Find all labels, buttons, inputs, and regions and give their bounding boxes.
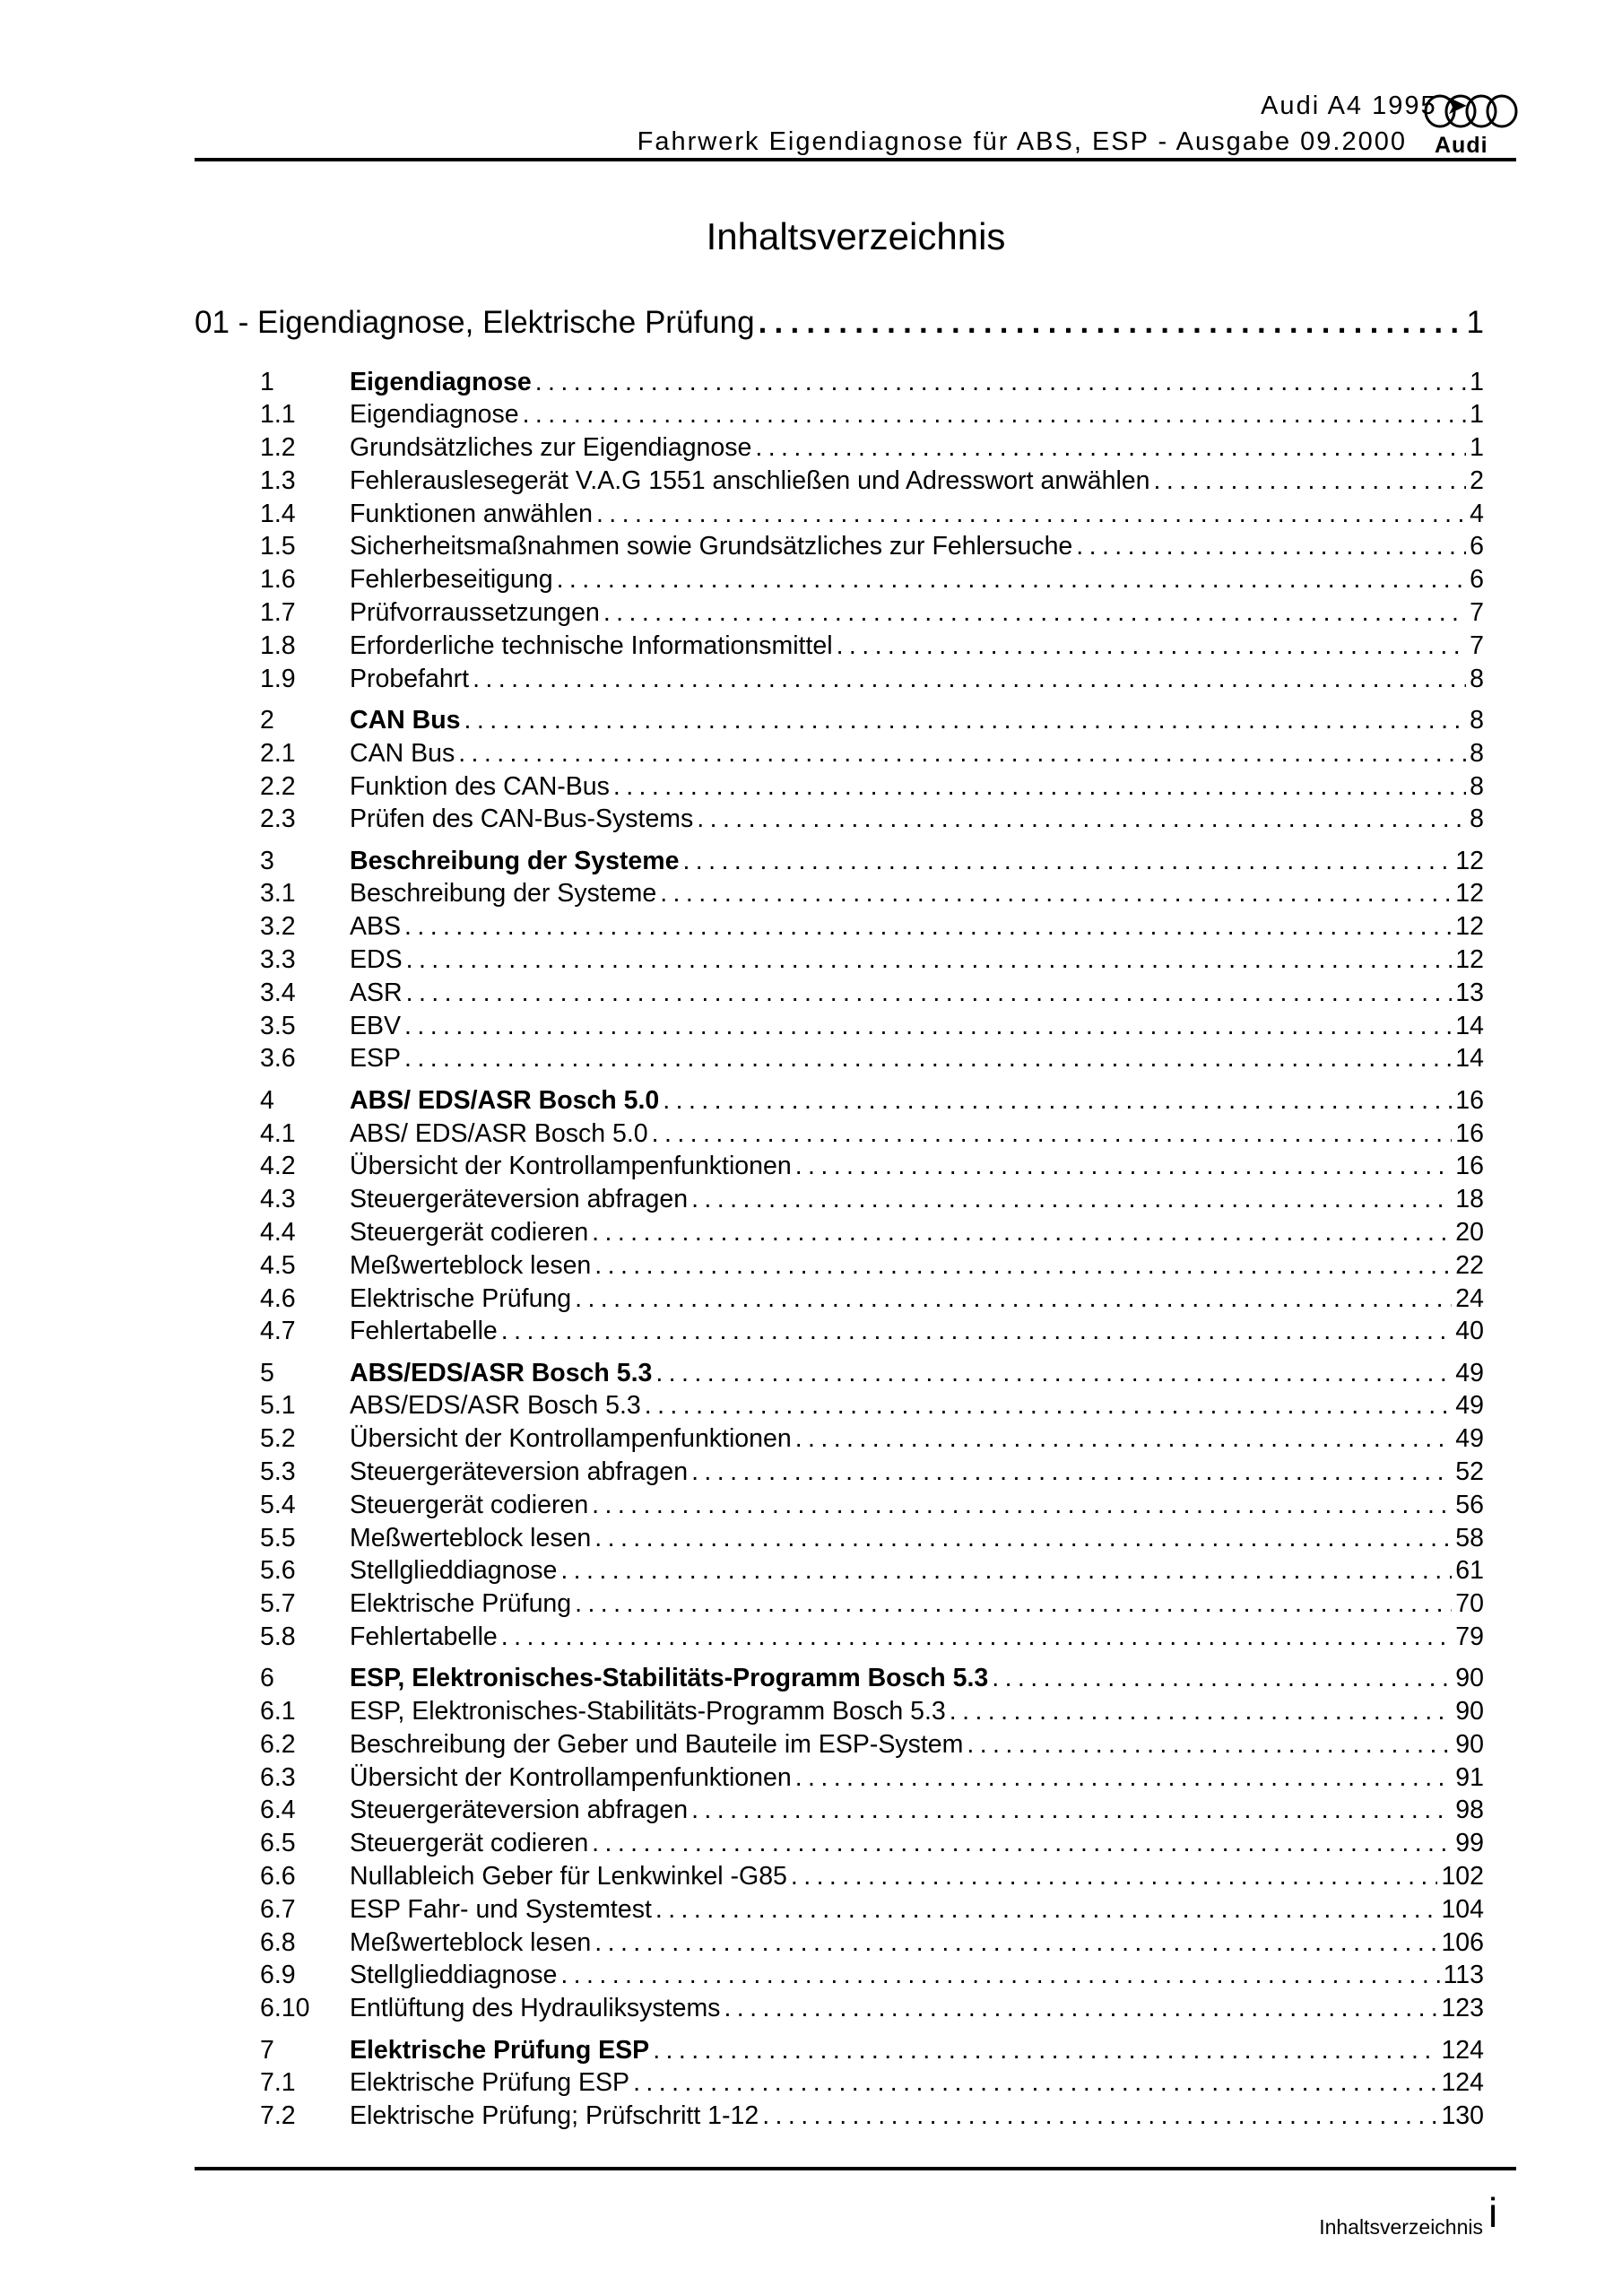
toc-entry[interactable] (195, 2068, 1484, 2101)
dot-leader (691, 1185, 1452, 1214)
entry-page: 16 (1455, 1118, 1484, 1148)
toc-entry[interactable] (195, 565, 1484, 598)
toc-section[interactable] (195, 368, 1484, 401)
entry-title: Prüfen des CAN-Bus-Systems (350, 804, 694, 834)
toc-entry[interactable] (195, 500, 1484, 533)
dot-leader (652, 1119, 1453, 1149)
toc-entry[interactable] (195, 598, 1484, 631)
entry-title: Elektrische Prüfung (350, 1283, 572, 1313)
dot-leader (523, 400, 1467, 430)
entry-number: 7 (260, 2035, 274, 2065)
entry-title: ESP Fahr- und Systemtest (350, 1894, 652, 1924)
entry-title: ESP (350, 1044, 402, 1074)
entry-title: Übersicht der Kontrollampenfunktionen (350, 1152, 792, 1181)
entry-number: 6.8 (260, 1927, 296, 1957)
entry-number: 5.4 (260, 1490, 296, 1519)
entry-page: 123 (1441, 1994, 1484, 2023)
toc-entry[interactable] (195, 1491, 1484, 1524)
dot-leader (592, 1491, 1452, 1520)
entry-page: 124 (1441, 2035, 1484, 2065)
dot-leader (837, 631, 1467, 661)
entry-title: Nullableich Geber für Lenkwinkel -G85 (350, 1862, 787, 1892)
toc-entry[interactable] (195, 879, 1484, 912)
toc-entry[interactable] (195, 433, 1484, 466)
entry-title: Fehlertabelle (350, 1317, 498, 1346)
entry-number: 5.7 (260, 1589, 296, 1619)
entry-page: 6 (1470, 565, 1484, 595)
entry-number: 6.7 (260, 1894, 296, 1924)
entry-number: 1.9 (260, 664, 296, 693)
entry-number: 4.3 (260, 1185, 296, 1214)
entry-title: Funktion des CAN-Bus (350, 771, 610, 801)
entry-page: 1 (1470, 400, 1484, 430)
entry-title: Steuergerät codieren (350, 1490, 589, 1519)
entry-number: 5.3 (260, 1457, 296, 1486)
footer-rule (195, 2167, 1516, 2170)
dot-leader (755, 433, 1466, 463)
dot-leader (557, 565, 1467, 595)
dot-leader (575, 1284, 1452, 1314)
entry-number: 5.5 (260, 1523, 296, 1552)
page-title: Inhaltsverzeichnis (706, 215, 1006, 257)
toc-entry[interactable] (195, 1589, 1484, 1622)
entry-number: 3.3 (260, 945, 296, 975)
dot-leader (992, 1664, 1452, 1693)
entry-number: 6.1 (260, 1697, 296, 1726)
toc-entry[interactable] (195, 772, 1484, 805)
entry-number: 3.2 (260, 912, 296, 942)
dot-leader (1076, 532, 1466, 561)
entry-page: 24 (1455, 1283, 1484, 1313)
entry-title: ABS/ EDS/ASR Bosch 5.0 (350, 1118, 648, 1148)
entry-page: 99 (1455, 1829, 1484, 1858)
entry-page: 124 (1441, 2068, 1484, 2098)
entry-number: 5.1 (260, 1391, 296, 1421)
entry-title: Steuergerät codieren (350, 1217, 589, 1247)
entry-title: ESP, Elektronisches-Stabilitäts-Programm Bosch 5.3 (350, 1664, 989, 1693)
toc-entry[interactable] (195, 1317, 1484, 1350)
entry-page: 2 (1470, 465, 1484, 495)
dot-leader (653, 2036, 1437, 2066)
entry-title: Stellglieddiagnose (350, 1556, 558, 1586)
dot-leader (795, 1152, 1453, 1181)
entry-title: Steuergeräteversion abfragen (350, 1185, 689, 1214)
entry-title: EBV (350, 1011, 402, 1040)
dot-leader (404, 1012, 1452, 1041)
entry-number: 6.10 (260, 1994, 310, 2023)
dot-leader (759, 305, 1463, 341)
dot-leader (682, 847, 1452, 876)
entry-title: Beschreibung der Systeme (350, 879, 657, 909)
entry-number: 1.4 (260, 499, 296, 528)
toc-entry[interactable] (195, 1251, 1484, 1284)
entry-page: 8 (1470, 738, 1484, 768)
toc-entry[interactable] (195, 1862, 1484, 1895)
toc-entry[interactable] (195, 1391, 1484, 1424)
entry-title: Übersicht der Kontrollampenfunktionen (350, 1762, 792, 1792)
entry-title: CAN Bus (350, 738, 455, 768)
dot-leader (663, 1086, 1452, 1116)
toc-entry[interactable] (195, 1119, 1484, 1152)
entry-page: 12 (1455, 945, 1484, 975)
entry-title: Sicherheitsmaßnahmen sowie Grundsätzliches zur Fehlersuche (350, 532, 1073, 561)
entry-number: 3.6 (260, 1044, 296, 1074)
entry-title: Steuergerät codieren (350, 1829, 589, 1858)
chapter-page: 1 (1466, 305, 1484, 340)
toc-section[interactable] (195, 1086, 1484, 1119)
entry-page: 98 (1455, 1796, 1484, 1825)
entry-number: 2 (260, 705, 274, 735)
toc-section[interactable] (195, 2036, 1484, 2069)
entry-title: Elektrische Prüfung ESP (350, 2035, 650, 2065)
toc-entry[interactable] (195, 1730, 1484, 1763)
entry-page: 4 (1470, 499, 1484, 528)
entry-number: 3.5 (260, 1011, 296, 1040)
dot-leader (762, 2101, 1437, 2131)
entry-number: 1.6 (260, 565, 296, 595)
entry-number: 1.7 (260, 598, 296, 628)
dot-leader (535, 368, 1466, 397)
entry-page: 40 (1455, 1317, 1484, 1346)
entry-number: 4.2 (260, 1152, 296, 1181)
dot-leader (603, 598, 1466, 628)
entry-page: 1 (1470, 367, 1484, 396)
entry-title: Meßwerteblock lesen (350, 1523, 592, 1552)
entry-title: Stellglieddiagnose (350, 1961, 558, 1990)
entry-number: 1 (260, 367, 274, 396)
entry-number: 7.1 (260, 2068, 296, 2098)
entry-page: 49 (1455, 1358, 1484, 1387)
dot-leader (724, 1994, 1437, 2023)
entry-number: 3.4 (260, 978, 296, 1007)
dot-leader (406, 945, 1453, 975)
entry-number: 6.2 (260, 1729, 296, 1759)
toc-section[interactable] (195, 847, 1484, 880)
toc-entry[interactable] (195, 1697, 1484, 1730)
entry-title: Erforderliche technische Informationsmittel (350, 631, 833, 660)
entry-title: Meßwerteblock lesen (350, 1250, 592, 1280)
entry-title: Übersicht der Kontrollampenfunktionen (350, 1424, 792, 1454)
toc-entry[interactable] (195, 1829, 1484, 1862)
toc-entry[interactable] (195, 1622, 1484, 1656)
entry-number: 5.8 (260, 1622, 296, 1651)
entry-page: 8 (1470, 804, 1484, 834)
toc-entry[interactable] (195, 1457, 1484, 1491)
entry-title: Steuergeräteversion abfragen (350, 1796, 689, 1825)
entry-page: 90 (1455, 1664, 1484, 1693)
entry-page: 8 (1470, 771, 1484, 801)
entry-page: 90 (1455, 1729, 1484, 1759)
entry-page: 12 (1455, 912, 1484, 942)
toc-entry[interactable] (195, 945, 1484, 978)
entry-number: 1.8 (260, 631, 296, 660)
audi-brand-text: Audi (1435, 133, 1488, 158)
footer-page-number: i (1488, 2189, 1498, 2236)
toc-entry[interactable] (195, 1556, 1484, 1589)
toc-entry[interactable] (195, 739, 1484, 772)
toc-entry[interactable] (195, 1284, 1484, 1318)
dot-leader (633, 2068, 1437, 2098)
entry-page: 52 (1455, 1457, 1484, 1486)
toc-entry[interactable] (195, 1796, 1484, 1829)
dot-leader (501, 1622, 1453, 1652)
dot-leader (645, 1391, 1453, 1421)
entry-title: Probefahrt (350, 664, 470, 693)
entry-page: 7 (1470, 631, 1484, 660)
toc-entry[interactable] (195, 2101, 1484, 2135)
toc-chapter[interactable] (195, 305, 1484, 359)
dot-leader (655, 1359, 1452, 1388)
entry-page: 113 (1443, 1961, 1484, 1990)
dot-leader (594, 1524, 1452, 1553)
dot-leader (596, 500, 1466, 529)
header-rule (195, 158, 1516, 161)
entry-page: 12 (1455, 846, 1484, 875)
table-of-contents (195, 305, 1484, 2135)
toc-entry[interactable] (195, 1012, 1484, 1045)
entry-number: 4.1 (260, 1118, 296, 1148)
toc-entry[interactable] (195, 804, 1484, 838)
entry-page: 90 (1455, 1697, 1484, 1726)
entry-number: 6.5 (260, 1829, 296, 1858)
entry-page: 91 (1455, 1762, 1484, 1792)
entry-page: 61 (1455, 1556, 1484, 1586)
toc-entry[interactable] (195, 1044, 1484, 1077)
dot-leader (697, 804, 1466, 834)
dot-leader (950, 1697, 1453, 1726)
entry-number: 5.2 (260, 1424, 296, 1454)
entry-number: 6.3 (260, 1762, 296, 1792)
toc-entry[interactable] (195, 532, 1484, 565)
dot-leader (791, 1862, 1438, 1892)
entry-page: 14 (1455, 1011, 1484, 1040)
entry-page: 106 (1441, 1927, 1484, 1957)
entry-page: 49 (1455, 1391, 1484, 1421)
entry-title: Elektrische Prüfung ESP (350, 2068, 630, 2098)
entry-title: Elektrische Prüfung; Prüfschritt 1-12 (350, 2101, 759, 2131)
toc-entry[interactable] (195, 1961, 1484, 1994)
entry-page: 8 (1470, 705, 1484, 735)
entry-title: ABS/ EDS/ASR Bosch 5.0 (350, 1085, 660, 1115)
entry-number: 3 (260, 846, 274, 875)
toc-entry[interactable] (195, 631, 1484, 665)
entry-number: 4.4 (260, 1217, 296, 1247)
dot-leader (655, 1895, 1438, 1925)
entry-number: 6.4 (260, 1796, 296, 1825)
dot-leader (592, 1218, 1452, 1248)
toc-entry[interactable] (195, 1895, 1484, 1928)
entry-title: EDS (350, 945, 403, 975)
dot-leader (404, 1044, 1452, 1074)
entry-title: ABS/EDS/ASR Bosch 5.3 (350, 1358, 653, 1387)
entry-title: ASR (350, 978, 403, 1007)
toc-section[interactable] (195, 706, 1484, 739)
entry-number: 2.3 (260, 804, 296, 834)
entry-page: 56 (1455, 1490, 1484, 1519)
entry-number: 5.6 (260, 1556, 296, 1586)
entry-number: 6 (260, 1664, 274, 1693)
entry-page: 13 (1455, 978, 1484, 1007)
toc-section[interactable] (195, 1359, 1484, 1392)
entry-page: 130 (1441, 2101, 1484, 2131)
entry-title: Fehlerauslesegerät V.A.G 1551 anschließen und Adresswort anwählen (350, 465, 1150, 495)
dot-leader (795, 1424, 1453, 1454)
dot-leader (404, 912, 1452, 942)
toc-entry[interactable] (195, 1218, 1484, 1251)
entry-title: Funktionen anwählen (350, 499, 593, 528)
entry-title: Entlüftung des Hydrauliksystems (350, 1994, 721, 2023)
header-subtitle: Fahrwerk Eigendiagnose für ABS, ESP - Ausgabe 09.2000 (637, 127, 1407, 156)
toc-entry[interactable] (195, 1185, 1484, 1218)
chapter-title: 01 - Eigendiagnose, Elektrische Prüfung (195, 305, 755, 340)
toc-entry[interactable] (195, 912, 1484, 945)
entry-page: 22 (1455, 1250, 1484, 1280)
dot-leader (795, 1763, 1453, 1793)
toc-entry[interactable] (195, 1524, 1484, 1557)
entry-title: Elektrische Prüfung (350, 1589, 572, 1619)
toc-entry[interactable] (195, 400, 1484, 433)
entry-title: ABS (350, 912, 402, 942)
entry-number: 4.6 (260, 1283, 296, 1313)
entry-page: 7 (1470, 598, 1484, 628)
dot-leader (464, 706, 1467, 735)
dot-leader (594, 1928, 1437, 1958)
entry-title: Eigendiagnose (350, 400, 519, 430)
entry-title: Beschreibung der Systeme (350, 846, 680, 875)
dot-leader (575, 1589, 1452, 1619)
entry-page: 6 (1470, 532, 1484, 561)
entry-title: Steuergeräteversion abfragen (350, 1457, 689, 1486)
entry-number: 4 (260, 1085, 274, 1115)
entry-page: 12 (1455, 879, 1484, 909)
toc-entry[interactable] (195, 1152, 1484, 1185)
toc-section[interactable] (195, 1664, 1484, 1697)
entry-number: 1.3 (260, 465, 296, 495)
entry-title: Eigendiagnose (350, 367, 532, 396)
entry-title: CAN Bus (350, 705, 461, 735)
toc-entry[interactable] (195, 1928, 1484, 1961)
dot-leader (501, 1317, 1453, 1346)
entry-page: 102 (1441, 1862, 1484, 1892)
dot-leader (406, 978, 1453, 1008)
dot-leader (660, 879, 1452, 909)
entry-page: 8 (1470, 664, 1484, 693)
dot-leader (458, 739, 1466, 769)
dot-leader (594, 1251, 1452, 1281)
entry-page: 79 (1455, 1622, 1484, 1651)
entry-title: Fehlerbeseitigung (350, 565, 553, 595)
entry-title: ABS/EDS/ASR Bosch 5.3 (350, 1391, 641, 1421)
entry-page: 18 (1455, 1185, 1484, 1214)
dot-leader (560, 1556, 1452, 1586)
entry-page: 16 (1455, 1152, 1484, 1181)
dot-leader (691, 1796, 1452, 1825)
entry-number: 1.5 (260, 532, 296, 561)
toc-entry[interactable] (195, 1424, 1484, 1457)
entry-number: 6.6 (260, 1862, 296, 1892)
entry-title: Grundsätzliches zur Eigendiagnose (350, 433, 752, 463)
dot-leader (560, 1961, 1439, 1990)
toc-entry[interactable] (195, 978, 1484, 1012)
toc-entry[interactable] (195, 665, 1484, 698)
entry-page: 16 (1455, 1085, 1484, 1115)
entry-title: Meßwerteblock lesen (350, 1927, 592, 1957)
dot-leader (967, 1730, 1452, 1760)
entry-number: 1.2 (260, 433, 296, 463)
dot-leader (613, 772, 1466, 802)
entry-page: 104 (1441, 1894, 1484, 1924)
footer-label: Inhaltsverzeichnis (1319, 2215, 1483, 2239)
toc-entry[interactable] (195, 466, 1484, 500)
entry-page: 58 (1455, 1523, 1484, 1552)
entry-number: 6.9 (260, 1961, 296, 1990)
entry-title: Fehlertabelle (350, 1622, 498, 1651)
entry-page: 14 (1455, 1044, 1484, 1074)
entry-page: 70 (1455, 1589, 1484, 1619)
toc-entry[interactable] (195, 1763, 1484, 1796)
entry-number: 4.7 (260, 1317, 296, 1346)
dot-leader (691, 1457, 1452, 1487)
entry-number: 4.5 (260, 1250, 296, 1280)
header-model: Audi A4 1995 ➤ (1261, 91, 1470, 120)
toc-entry[interactable] (195, 1994, 1484, 2027)
entry-title: Prüfvorraussetzungen (350, 598, 600, 628)
entry-number: 5 (260, 1358, 274, 1387)
entry-number: 2.2 (260, 771, 296, 801)
audi-rings-logo (1422, 93, 1519, 129)
dot-leader (473, 665, 1466, 694)
entry-number: 1.1 (260, 400, 296, 430)
entry-page: 20 (1455, 1217, 1484, 1247)
entry-number: 3.1 (260, 879, 296, 909)
entry-title: ESP, Elektronisches-Stabilitäts-Programm Bosch 5.3 (350, 1697, 946, 1726)
dot-leader (592, 1829, 1452, 1858)
dot-leader (1154, 466, 1467, 496)
entry-page: 49 (1455, 1424, 1484, 1454)
entry-number: 7.2 (260, 2101, 296, 2131)
entry-page: 1 (1470, 433, 1484, 463)
entry-number: 2.1 (260, 738, 296, 768)
entry-title: Beschreibung der Geber und Bauteile im ESP-System (350, 1729, 964, 1759)
